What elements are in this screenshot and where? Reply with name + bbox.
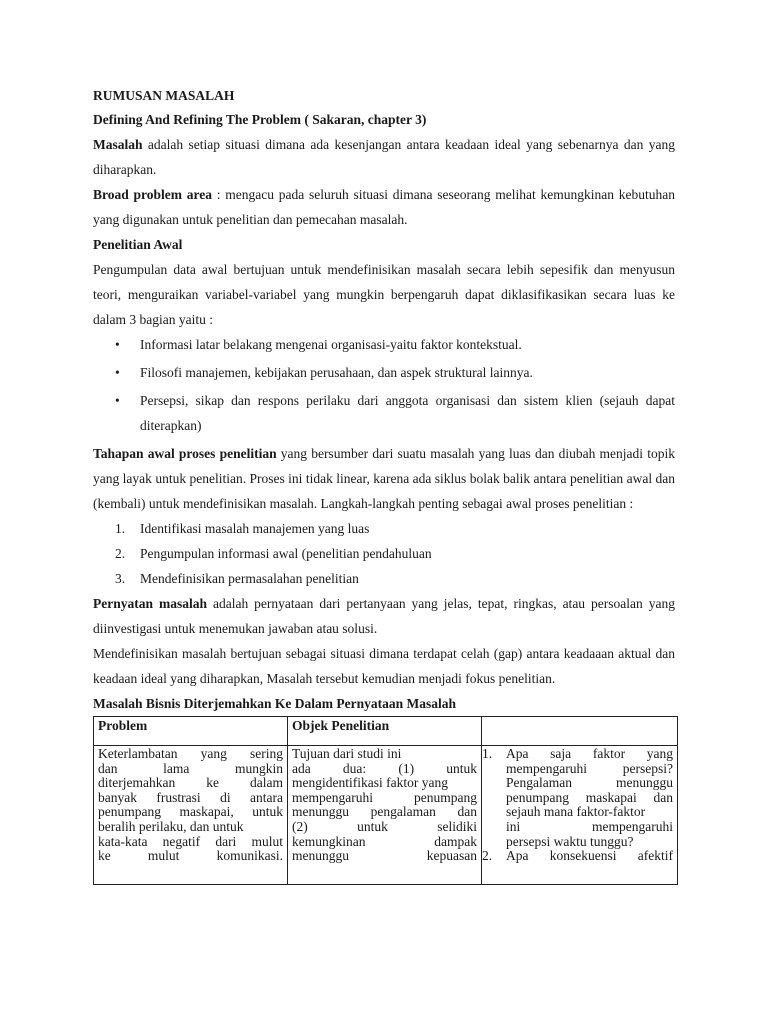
cell-line: Tujuan dari studi ini [292,746,402,761]
paragraph-tahapan [93,441,675,516]
table-header-row [94,717,678,746]
cell-problem-text [98,747,283,883]
step-text: Mendefinisikan permasalahan penelitian [140,571,359,586]
cell-line: penumpang maskapai, untuk [98,804,283,820]
list-number: 3. [115,571,126,586]
list-number: 2. [482,848,493,864]
document-content [93,84,675,885]
numbered-list [93,516,675,591]
list-item [93,388,675,438]
cell-line: mempengaruhi penumpang [292,789,477,805]
pernyataan-text: adalah pernyataan dari pertanyaan yang jelas, tepat, ringkas, atau persoalan yang diinvestigasi untuk menemukan jawaban atau solusi. [93,596,675,636]
cell-line: menunggu kepuasan [292,848,477,864]
header-objek-penelitian: Objek Penelitian [288,717,482,746]
paragraph-penelitian-awal: Pengumpulan data awal bertujuan untuk mendefinisikan masalah secara lebih sepesifik dan menyusun teori, menguraikan variabel-variabel yang mungkin berpengaruh dapat diklasifikasikan secara luas ke dalam 3 bagian yaitu : [93,262,675,327]
cell-line: Keterlambatan yang sering [98,746,283,761]
term-tahapan: Tahapan awal proses penelitian [93,446,277,461]
bullet-icon: • [115,393,120,408]
bullet-text: Filosofi manajemen, kebijakan perusahaan, dan aspek struktural lainnya. [140,365,533,380]
bullet-icon: • [115,365,120,380]
broad-problem-definition: : mengacu pada seluruh situasi dimana seseorang melihat kemungkinan kebutuhan yang digunakan untuk penelitian dan pemecahan masalah. [93,187,675,227]
bullet-icon: • [115,337,120,352]
tahapan-text: yang bersumber dari suatu masalah yang luas dan diubah menjadi topik yang layak untuk penelitian. Proses ini tidak linear, karena ada siklus bolak balik antara penelitian awal dan (kembali) untuk mendefinisikan masalah. Langkah-langkah penting sebagai awal proses penelitian : [93,446,675,511]
term-broad-problem: Broad problem area [93,187,213,202]
paragraph-pernyataan [93,591,675,641]
cell-line: beralih perilaku, dan untuk [98,818,244,834]
cell-line: sejauh mana faktor-faktor [506,804,646,820]
doc-heading: RUMUSAN MASALAH [93,88,235,103]
paragraph-broad-problem [93,182,675,232]
list-item [482,746,673,849]
header-problem: Problem [94,717,288,746]
list-item [93,360,675,385]
list-item [93,566,675,591]
cell-line: banyak frustrasi di antara [98,789,283,805]
term-pernyataan: Pernyatan masalah [93,596,207,611]
cell-line: ini mempengaruhi [506,818,673,834]
cell-line: Apa saja faktor yang [506,746,673,761]
section-title-penelitian-awal: Penelitian Awal [93,237,183,252]
bullet-list [93,332,675,438]
cell-line: menunggu pengalaman dan [292,804,477,820]
list-number: 1. [115,521,126,536]
doc-subheading: Defining And Refining The Problem ( Sakaran, chapter 3) [93,112,427,127]
term-masalah: Masalah [93,137,143,152]
cell-problem [94,746,288,885]
step-text: Pengumpulan informasi awal (penelitian pendahuluan [140,546,432,561]
problem-table [93,716,678,885]
cell-line: kata-kata negatif dari mulut [98,833,283,849]
paragraph-mendefinisikan: Mendefinisikan masalah bertujuan sebagai situasi dimana terdapat celah (gap) antara keadaaan aktual dan keadaan ideal yang diharapkan, Masalah tersebut kemudian menjadi fokus penelitian. [93,646,675,686]
cell-line: mempengaruhi persepsi? [506,760,673,776]
cell-line: ada dua: (1) untuk [292,760,477,776]
paragraph-masalah [93,132,675,182]
table-title: Masalah Bisnis Diterjemahkan Ke Dalam Pernyataan Masalah [93,696,456,711]
cell-line: Pengalaman menunggu [506,775,673,791]
masalah-definition: adalah setiap situasi dimana ada kesenjangan antara keadaan ideal yang sebenarnya dan yang diharapkan. [93,137,675,177]
cell-line: persepsi waktu tunggu? [506,833,634,849]
cell-questions [482,746,678,885]
list-item [482,848,673,864]
cell-line: (2) untuk selidiki [292,818,477,834]
list-item [93,516,675,541]
list-item [93,541,675,566]
list-number: 2. [115,546,126,561]
cell-objek-text [292,747,477,883]
bullet-text: Persepsi, sikap dan respons perilaku dari anggota organisasi dan sistem klien (sejauh dapat diterapkan) [140,393,675,433]
table-row [94,746,678,885]
cell-line: mengidentifikasi faktor yang [292,775,448,791]
question-list [482,746,673,864]
step-text: Identifikasi masalah manajemen yang luas [140,521,370,536]
list-number: 1. [482,746,493,761]
cell-line: dan lama mungkin [98,760,283,776]
cell-line: Apa konsekuensi afektif [506,848,673,864]
cell-line: ke mulut komunikasi. [98,848,283,864]
cell-line: penumpang maskapai dan [506,789,673,805]
cell-objek [288,746,482,885]
cell-line: diterjemahkan ke dalam [98,775,283,791]
header-empty [482,717,678,746]
list-item [93,332,675,357]
bullet-text: Informasi latar belakang mengenai organisasi-yaitu faktor kontekstual. [140,337,522,352]
cell-questions-text [482,746,673,883]
cell-line: kemungkinan dampak [292,833,477,849]
